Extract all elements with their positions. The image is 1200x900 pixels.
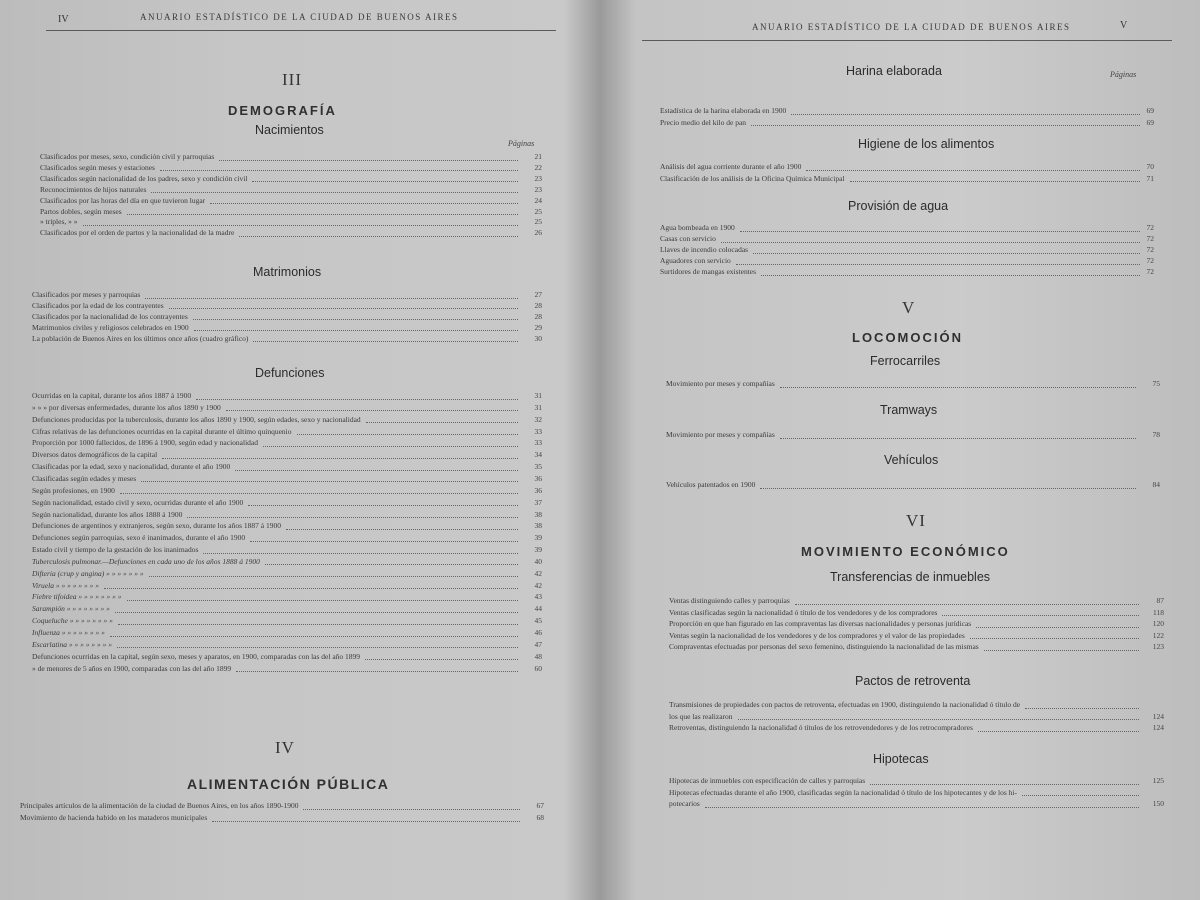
leader-dots [753, 253, 1140, 254]
leader-dots [1022, 795, 1139, 796]
toc-entry-text: La población de Buenos Aires en los últimos once años (cuadro gráfico) [32, 333, 249, 343]
toc-entry-text: Según nacionalidad, durante los años 1888 á 1900 [32, 509, 183, 519]
leader-dots [942, 615, 1139, 616]
leader-dots [705, 807, 1139, 808]
toc-page-number: 60 [534, 663, 542, 673]
leader-dots [761, 275, 1140, 276]
toc-page-number: 47 [534, 639, 542, 649]
toc-entry [32, 640, 518, 651]
leader-dots [149, 576, 518, 577]
toc-entry [666, 480, 1136, 491]
leader-dots [236, 671, 518, 672]
leader-dots [117, 647, 518, 648]
toc-entry-text: Reconocimientos de hijos naturales [40, 184, 147, 194]
toc-entry [40, 217, 518, 228]
leader-dots [870, 784, 1139, 785]
toc-page-number: 87 [1156, 596, 1164, 605]
toc-page-number: 42 [534, 568, 542, 578]
leader-dots [141, 481, 518, 482]
toc-page-number: 125 [1152, 776, 1164, 785]
section-title-demografia: DEMOGRAFÍA [228, 103, 337, 118]
toc-page-number: 26 [534, 228, 542, 238]
toc-entry-text: Movimiento por meses y compañías [666, 379, 775, 388]
toc-page-number: 29 [534, 322, 542, 332]
toc-page-number: 43 [534, 592, 542, 602]
toc-entry [32, 557, 518, 568]
toc-entry-text: » de menores de 5 años en 1900, comparadas con las del año 1899 [32, 663, 232, 673]
toc-entry-text: Según profesiones, en 1900 [32, 485, 115, 495]
toc-entry [40, 228, 518, 239]
leader-dots [806, 170, 1140, 171]
toc-entry [32, 533, 518, 544]
toc-page-number: 69 [1146, 117, 1154, 127]
toc-page-number: 70 [1146, 162, 1154, 171]
toc-entry [660, 267, 1140, 278]
toc-entry [32, 462, 518, 473]
toc-entry [669, 642, 1139, 653]
toc-entry [40, 185, 518, 196]
toc-entry [660, 118, 1140, 129]
toc-entry-text: Vehículos patentados en 1900 [666, 480, 756, 489]
leader-dots [970, 638, 1139, 639]
toc-entry-text: Surtidores de mangas existentes [660, 267, 757, 276]
toc-page-number: 36 [534, 473, 542, 483]
toc-entry [32, 628, 518, 639]
toc-entry [669, 700, 1139, 711]
leader-dots [791, 114, 1140, 115]
leader-dots [162, 458, 518, 459]
toc-entry-text: Según nacionalidad, estado civil y sexo, ocurridas durante el año 1900 [32, 497, 244, 507]
leader-dots [738, 719, 1139, 720]
leader-dots [219, 160, 518, 161]
leader-dots [721, 242, 1140, 243]
toc-page-number: 32 [534, 414, 542, 424]
toc-entry [669, 619, 1139, 630]
toc-entry-text: Movimiento de hacienda habido en los mataderos municipales [20, 813, 208, 822]
toc-page-number: 72 [1146, 267, 1154, 276]
toc-entry-text: Defunciones según parroquias, sexo é inanimados, durante el año 1900 [32, 533, 246, 543]
leader-dots [365, 659, 518, 660]
toc-entry [32, 510, 518, 521]
toc-page-number: 25 [534, 206, 542, 216]
toc-group-title: Pactos de retroventa [855, 674, 971, 688]
toc-entry [32, 290, 518, 301]
toc-page-number: 72 [1146, 234, 1154, 243]
toc-entry [32, 498, 518, 509]
toc-entry-text: Clasificados según meses y estaciones [40, 162, 155, 172]
toc-page-number: 71 [1146, 173, 1154, 183]
toc-page-number: 118 [1153, 607, 1164, 617]
toc-entry-text: Hipotecas efectuadas durante el año 1900, clasificadas según la nacionalidad ó título de los hipotecantes y de los hi- [669, 787, 1018, 797]
toc-page-number: 122 [1152, 630, 1164, 640]
leader-dots [1025, 708, 1139, 709]
toc-entry-text: Transmisiones de propiedades con pactos de retroventa, efectuadas en 1900, distinguiendo la nacionalidad ó título de [669, 700, 1021, 709]
toc-entry [32, 474, 518, 485]
toc-page-number: 28 [534, 311, 542, 321]
toc-entry-text: Estado civil y tiempo de la gestación de los inanimados [32, 545, 199, 555]
toc-entry [669, 596, 1139, 607]
leader-dots [303, 809, 520, 810]
toc-page-number: 31 [534, 391, 542, 400]
toc-page-number: 39 [534, 545, 542, 555]
toc-entry [20, 801, 520, 812]
toc-entry-text: Partos dobles, según meses [40, 206, 122, 216]
toc-page-number: 150 [1152, 799, 1164, 808]
toc-entry-text: » » » por diversas enfermedades, durante los años 1890 y 1900 [32, 402, 221, 412]
toc-entry-text: Ventas clasificadas según la nacionalidad ó título de los vendedores y de los compradores [669, 607, 938, 617]
leader-dots [127, 600, 518, 601]
leader-dots [286, 529, 518, 530]
toc-page-number: 44 [534, 604, 542, 614]
toc-entry-text: Ventas distinguiendo calles y parroquias [669, 596, 790, 605]
leader-dots [850, 181, 1140, 182]
toc-page-number: 40 [534, 556, 542, 566]
left-page [0, 0, 590, 900]
toc-entry-text: Fiebre tifoidea » » » » » » » » [32, 592, 122, 602]
toc-page-number: 38 [534, 509, 542, 519]
leader-dots [239, 236, 518, 237]
toc-entry-text: Proporción por 1000 fallecidos, de 1896 á 1900, según edad y nacionalidad [32, 438, 258, 448]
toc-page-number: 28 [534, 300, 542, 310]
toc-entry-text: Defunciones de argentinos y extranjeros, según sexo, durante los años 1887 á 1900 [32, 521, 281, 531]
toc-page-number: 124 [1152, 723, 1164, 732]
leader-dots [194, 330, 518, 331]
leader-dots [151, 192, 518, 193]
toc-entry [32, 438, 518, 449]
toc-group-title: Hipotecas [873, 752, 929, 766]
toc-entry [32, 323, 518, 334]
leader-dots [253, 341, 518, 342]
right-running-head: ANUARIO ESTADÍSTICO DE LA CIUDAD DE BUENOS AIRES [752, 22, 1071, 32]
leader-dots [145, 298, 518, 299]
left-head-rule [46, 30, 556, 31]
toc-page-number: 25 [534, 217, 542, 227]
leader-dots [110, 636, 518, 637]
toc-entry [666, 379, 1136, 390]
leader-dots [127, 214, 518, 215]
toc-entry [669, 608, 1139, 619]
toc-entry [660, 106, 1140, 117]
leader-dots [115, 612, 518, 613]
toc-group-title: Matrimonios [253, 265, 322, 279]
toc-entry-text: Clasificadas por la edad, sexo y nacionalidad, durante el año 1900 [32, 462, 231, 472]
toc-entry-text: Compraventas efectuadas por personas del sexo femenino, distinguiendo la nacionalidad de las mismas [669, 642, 979, 651]
toc-entry [32, 415, 518, 426]
toc-entry-text: potecarios [669, 799, 700, 808]
toc-group-title: Nacimientos [255, 123, 324, 137]
leader-dots [252, 181, 518, 182]
toc-entry [32, 521, 518, 532]
toc-entry [40, 174, 518, 185]
leader-dots [780, 438, 1136, 439]
toc-entry-text: Clasificadas según edades y meses [32, 473, 137, 483]
leader-dots [104, 588, 518, 589]
toc-entry-text: Matrimonios civiles y religiosos celebrados en 1900 [32, 322, 189, 332]
toc-entry [32, 391, 518, 402]
toc-group-title: Tramways [880, 403, 938, 417]
toc-entry [32, 334, 518, 345]
leader-dots [976, 627, 1139, 628]
toc-entry [32, 652, 518, 663]
toc-entry [40, 196, 518, 207]
leader-dots [160, 170, 518, 171]
toc-entry-text: Análisis del agua corriente durante el año 1900 [660, 162, 802, 171]
toc-entry [669, 631, 1139, 642]
leader-dots [120, 493, 518, 494]
toc-entry [32, 312, 518, 323]
toc-entry [32, 301, 518, 312]
toc-page-number: 23 [534, 173, 542, 183]
leader-dots [203, 553, 518, 554]
toc-entry-text: » triples, » » [40, 217, 78, 227]
toc-entry [32, 450, 518, 461]
toc-entry [32, 592, 518, 603]
toc-page-number: 124 [1152, 711, 1164, 721]
toc-page-number: 36 [534, 485, 542, 495]
toc-page-number: 35 [534, 462, 542, 472]
toc-entry-text: Clasificados según nacionalidad de los padres, sexo y condición civil [40, 173, 248, 183]
section-title-movimiento-economico: MOVIMIENTO ECONÓMICO [801, 544, 1010, 559]
leader-dots [263, 446, 518, 447]
toc-entry [20, 813, 520, 824]
toc-page-number: 39 [534, 533, 542, 543]
leader-dots [740, 231, 1140, 232]
section-numeral-iv: IV [275, 738, 295, 757]
toc-entry-text: Agua bombeada en 1900 [660, 223, 735, 232]
section-numeral-iii: III [282, 70, 302, 89]
leader-dots [212, 821, 520, 822]
leader-dots [265, 564, 518, 565]
toc-entry-text: Cifras relativas de las defunciones ocurridas en la capital durante el último quinquenio [32, 426, 292, 436]
left-running-head: ANUARIO ESTADÍSTICO DE LA CIUDAD DE BUENOS AIRES [140, 12, 459, 22]
leader-dots [169, 308, 518, 309]
leader-dots [235, 470, 518, 471]
toc-entry [32, 545, 518, 556]
toc-page-number: 72 [1146, 245, 1154, 254]
toc-page-number: 72 [1146, 256, 1154, 265]
toc-entry-text: Tuberculosis pulmonar.—Defunciones en cada uno de los años 1888 á 1900 [32, 556, 260, 566]
leader-dots [795, 604, 1139, 605]
toc-entry [32, 403, 518, 414]
leader-dots [366, 422, 518, 423]
toc-page-number: 46 [534, 628, 542, 637]
toc-entry [660, 174, 1140, 185]
toc-page-number: 22 [534, 162, 542, 172]
toc-page-number: 45 [534, 616, 542, 626]
toc-entry [660, 162, 1140, 173]
toc-entry [32, 604, 518, 615]
toc-page-number: 31 [534, 402, 542, 412]
toc-page-number: 78 [1152, 430, 1160, 439]
toc-group-title: Harina elaborada [846, 64, 942, 78]
right-head-rule [642, 40, 1172, 41]
right-page [612, 0, 1200, 900]
toc-page-number: 34 [534, 450, 542, 460]
toc-entry [669, 723, 1139, 734]
toc-entry-text: Clasificados por meses, sexo, condición civil y parroquias [40, 152, 215, 161]
toc-entry-text: Clasificados por la nacionalidad de los contrayentes [32, 311, 188, 321]
toc-entry-text: Clasificación de los análisis de la Oficina Química Municipal [660, 173, 845, 183]
toc-entry [660, 256, 1140, 267]
toc-entry-text: Ocurridas en la capital, durante los años 1887 á 1900 [32, 391, 192, 400]
toc-group-title: Ferrocarriles [870, 354, 941, 368]
toc-entry [660, 223, 1140, 234]
toc-entry [40, 163, 518, 174]
toc-entry-text: Ventas según la nacionalidad de los vendedores y de los compradores y el valor de las propiedades [669, 630, 965, 640]
toc-entry-text: Viruela » » » » » » » » [32, 580, 99, 590]
section-numeral-vi: VI [906, 511, 926, 530]
toc-page-number: 120 [1152, 619, 1164, 628]
toc-entry-text: Escarlatina » » » » » » » » [32, 639, 112, 649]
toc-entry [32, 427, 518, 438]
leader-dots [83, 225, 519, 226]
section-numeral-v: V [902, 298, 916, 317]
toc-entry-text: Hipotecas de inmuebles con especificación de calles y parroquias [669, 776, 866, 785]
section-title-alimentacion: ALIMENTACIÓN PÚBLICA [187, 776, 390, 792]
toc-group-title: Provisión de agua [848, 199, 949, 213]
leader-dots [978, 731, 1139, 732]
toc-group-title: Higiene de los alimentos [858, 137, 995, 151]
toc-entry-text: Coqueluche » » » » » » » » [32, 616, 113, 626]
toc-entry [32, 569, 518, 580]
leader-dots [736, 264, 1140, 265]
toc-entry-text: Proporción en que han figurado en las compraventas las diversas nacionalidades y personas jurídicas [669, 619, 972, 628]
leader-dots [187, 517, 518, 518]
leader-dots [780, 387, 1136, 388]
leader-dots [118, 624, 518, 625]
toc-entry-text: los que las realizaron [669, 711, 733, 721]
toc-entry [40, 207, 518, 218]
toc-entry-text: Diversos datos demográficos de la capital [32, 450, 158, 460]
toc-entry-text: Clasificados por la edad de los contrayentes [32, 300, 164, 310]
toc-page-number: 68 [536, 813, 544, 822]
toc-entry-text: Casas con servicio [660, 234, 716, 243]
toc-entry [660, 245, 1140, 256]
toc-page-number: 24 [534, 195, 542, 205]
toc-page-number: 123 [1152, 642, 1164, 651]
toc-page-number: 37 [534, 497, 542, 507]
toc-page-number: 33 [534, 426, 542, 436]
toc-page-number: 75 [1152, 379, 1160, 388]
toc-page-number: 72 [1146, 223, 1154, 232]
toc-entry [32, 581, 518, 592]
toc-entry-text: Sarampión » » » » » » » » [32, 604, 110, 614]
leader-dots [250, 541, 518, 542]
toc-page-number: 38 [534, 521, 542, 531]
toc-entry [32, 616, 518, 627]
toc-entry-text: Clasificados por el orden de partos y la nacionalidad de la madre [40, 228, 235, 238]
toc-group-title: Transferencias de inmuebles [830, 570, 991, 584]
toc-entry-text: Llaves de incendio colocadas [660, 245, 749, 254]
toc-entry-text: Principales artículos de la alimentación de la ciudad de Buenos Aires, en los años 1890-1900 [20, 801, 299, 810]
leader-dots [226, 410, 518, 411]
toc-page-number: 23 [534, 184, 542, 194]
toc-entry [660, 234, 1140, 245]
toc-entry [669, 712, 1139, 723]
leader-dots [760, 488, 1136, 489]
toc-entry-text: Defunciones producidas por la tuberculosis, durante los años 1890 y 1900, según edades, sexo y nacionalidad [32, 414, 361, 424]
toc-page-number: 42 [534, 580, 542, 590]
toc-page-number: 48 [534, 651, 542, 661]
toc-entry [666, 430, 1136, 441]
toc-entry-text: Movimiento por meses y compañías [666, 430, 775, 439]
paginas-label: Páginas [508, 139, 535, 148]
toc-entry-text: Clasificados por las horas del día en que tuvieron lugar [40, 195, 206, 205]
toc-entry [669, 788, 1139, 799]
left-page-number: IV [58, 14, 69, 25]
leader-dots [297, 434, 519, 435]
toc-entry [669, 799, 1139, 810]
toc-page-number: 67 [536, 801, 544, 810]
leader-dots [751, 125, 1140, 126]
leader-dots [193, 319, 518, 320]
toc-entry-text: Difteria (crup y angina) » » » » » » » [32, 568, 144, 578]
toc-entry-text: Defunciones ocurridas en la capital, según sexo, meses y aparatos, en 1900, comparadas con las del año 1899 [32, 651, 361, 661]
leader-dots [210, 203, 518, 204]
toc-entry [40, 152, 518, 163]
toc-group-title: Defunciones [255, 366, 325, 380]
toc-entry [32, 486, 518, 497]
toc-entry [32, 664, 518, 675]
section-title-locomocion: LOCOMOCIÓN [852, 330, 963, 345]
toc-page-number: 21 [534, 152, 542, 161]
toc-page-number: 33 [534, 438, 542, 448]
toc-entry-text: Retroventas, distinguiendo la nacionalidad ó títulos de los retrovendedores y de los retrocompradores [669, 723, 973, 732]
toc-group-title: Vehículos [884, 453, 939, 467]
leader-dots [196, 399, 518, 400]
paginas-label: Páginas [1110, 70, 1137, 79]
leader-dots [248, 505, 518, 506]
toc-page-number: 27 [534, 290, 542, 299]
toc-page-number: 69 [1146, 106, 1154, 115]
toc-entry-text: Clasificados por meses y parroquias [32, 290, 141, 299]
right-page-number: V [1120, 20, 1128, 31]
toc-page-number: 84 [1152, 480, 1160, 489]
toc-entry-text: Influenza » » » » » » » » [32, 628, 105, 637]
toc-entry [669, 776, 1139, 787]
toc-entry-text: Aguadores con servicio [660, 256, 731, 265]
toc-page-number: 30 [534, 333, 542, 343]
toc-entry-text: Precio medio del kilo de pan [660, 117, 747, 127]
toc-entry-text: Estadística de la harina elaborada en 1900 [660, 106, 787, 115]
leader-dots [984, 650, 1139, 651]
